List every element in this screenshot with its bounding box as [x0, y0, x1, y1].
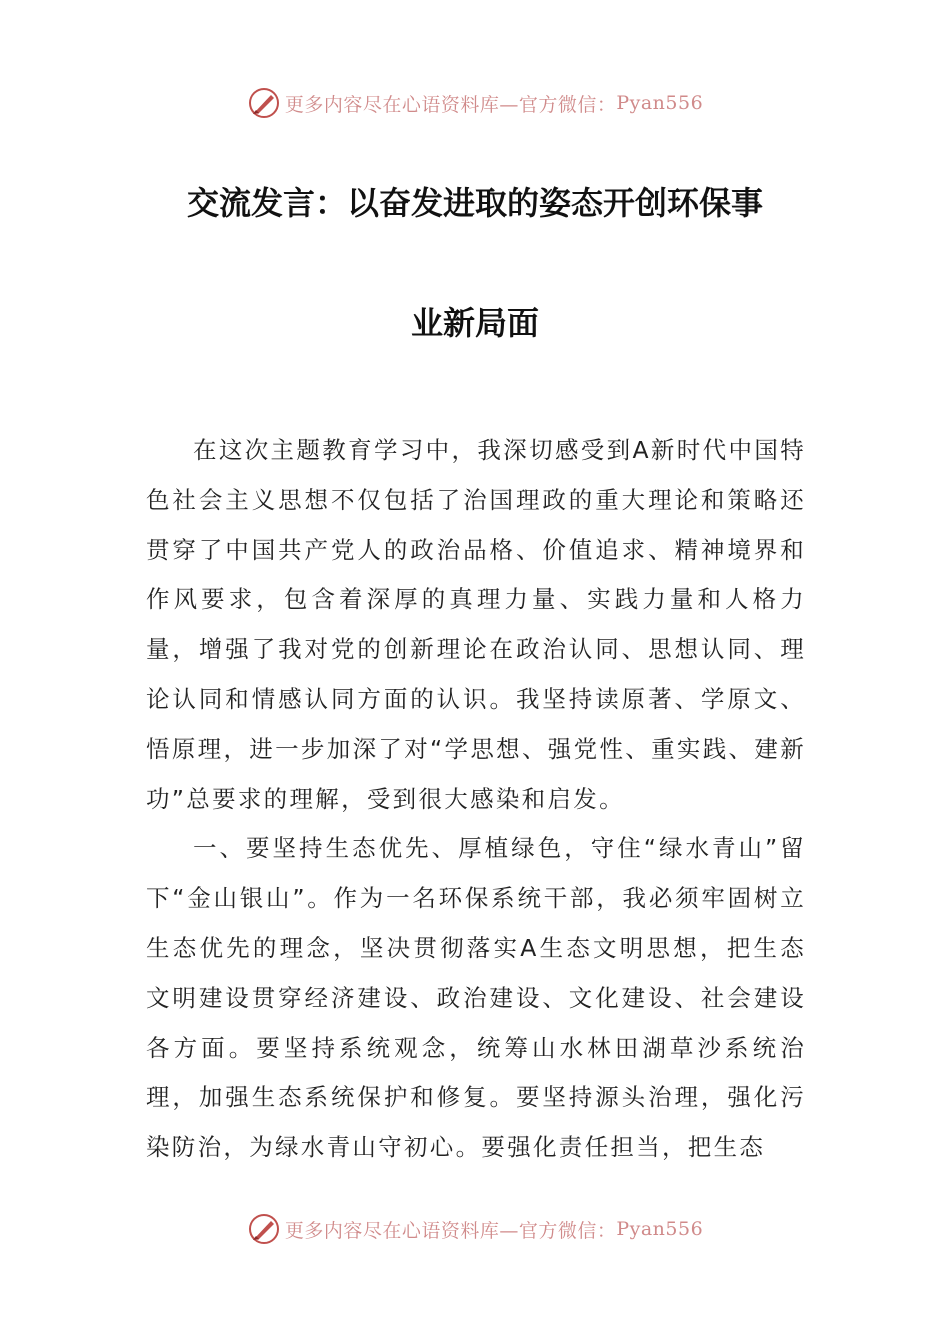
page-title-line-1: 交流发言：以奋发进取的姿态开创环保事 [186, 184, 763, 222]
header-watermark [0, 83, 950, 123]
document-body [146, 426, 806, 1173]
page-title-line-2: 业新局面 [410, 304, 539, 342]
watermark-text: 更多内容尽在心语资料库—官方微信： [284, 1219, 617, 1242]
paragraph-intro: 在这次主题教育学习中，我深切感受到A新时代中国特色社会主义思想不仅包括了治国理政的重大理论和策略还贯穿了中国共产党人的政治品格、价值追求、精神境界和作风要求，包含着深厚的真理力量、实践力量和人格力量，增强了我对党的创新理论在政治认同、思想认同、理论认同和情感认同方面的认识。我坚持读原著、学原文、悟原理，进一步加深了对“学思想、强党性、重实践、建新功”总要求的理解，受到很大感染和启发。 [146, 436, 806, 813]
footer-watermark [0, 1209, 950, 1249]
pen-logo-icon [247, 1212, 281, 1246]
watermark-wechat-id: Pyan556 [616, 1218, 704, 1240]
watermark-text: 更多内容尽在心语资料库—官方微信： [284, 93, 617, 116]
pen-logo-icon [247, 86, 281, 120]
paragraph-section-1: 一、要坚持生态优先、厚植绿色，守住“绿水青山”留下“金山银山”。作为一名环保系统干部，我必须牢固树立生态优先的理念，坚决贯彻落实A生态文明思想，把生态文明建设贯穿经济建设、政治建设、文化建设、社会建设各方面。要坚持系统观念，统筹山水林田湖草沙系统治理，加强生态系统保护和修复。要坚持源头治理，强化污染防治，为绿水青山守初心。要强化责任担当，把生态 [146, 834, 806, 1162]
watermark-wechat-id: Pyan556 [616, 92, 704, 114]
